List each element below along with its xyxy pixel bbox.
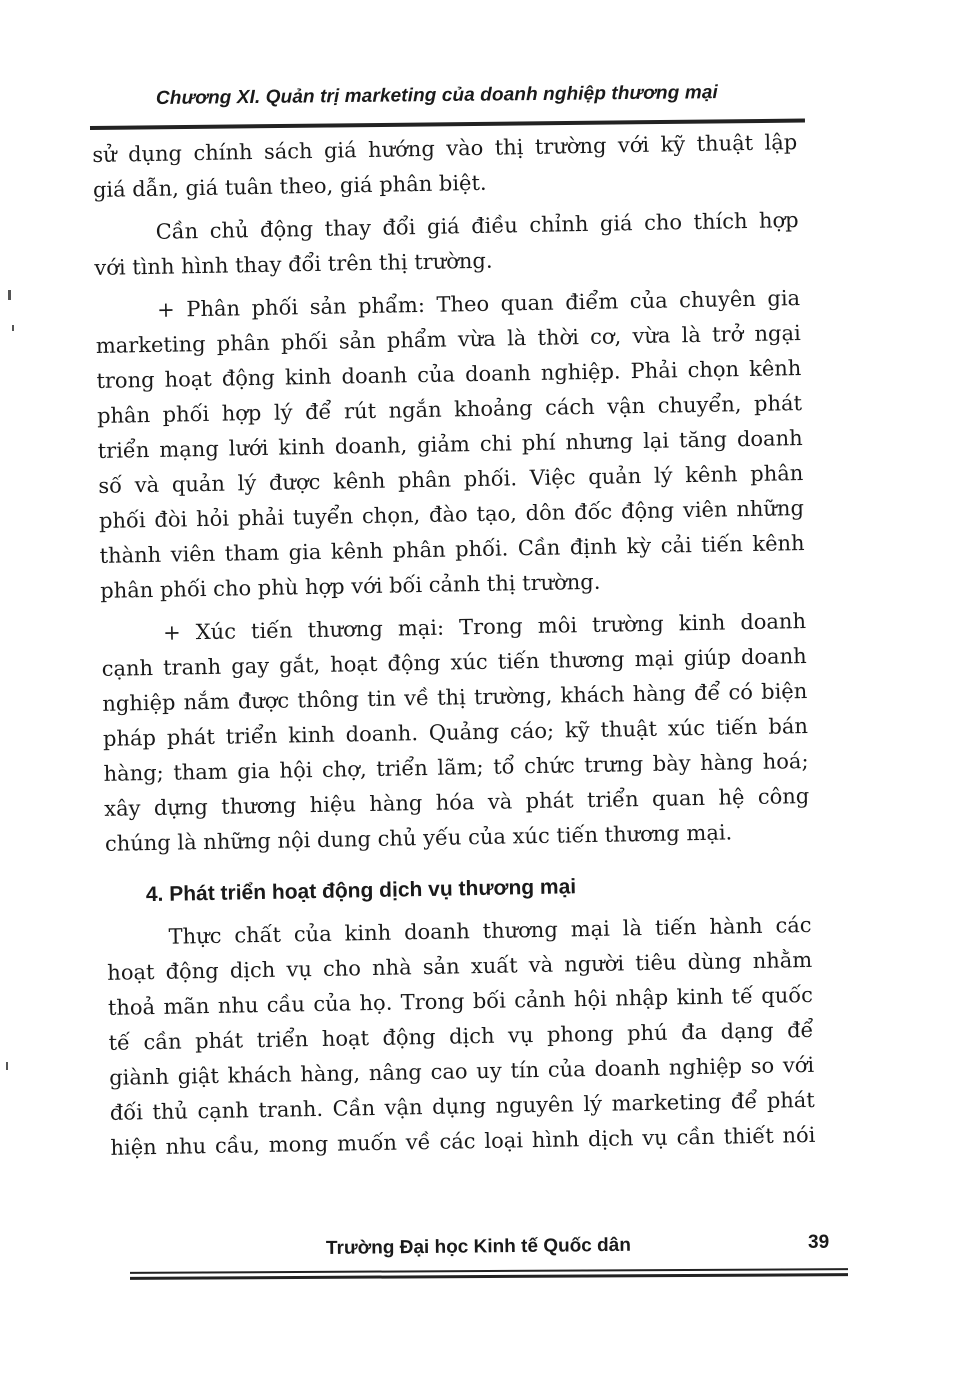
text-line: tế cần phát triển hoạt động dịch vụ phong phú đa dạng để: [108, 1017, 814, 1055]
text-line: + Xúc tiến thương mại: Trong môi trường kinh doanh: [162, 608, 807, 645]
paragraph-promotion: [101, 603, 850, 862]
footer-rule: [130, 1273, 848, 1280]
text-line: triển mạng lưới kinh doanh, giảm chi phí nhưng lại tăng doanh: [97, 426, 803, 463]
text-line: pháp phát triển kinh doanh. Quảng cáo; kỹ thuật xúc tiến bán: [102, 713, 809, 751]
paragraph-distribution: [95, 280, 846, 609]
text-line: Cần chủ động thay đổi giá điều chỉnh giá cho thích hợp: [155, 208, 799, 244]
text-line: hiện nhu cầu, mong muốn về các loại hình dịch vụ cần thiết nói: [110, 1122, 816, 1160]
text-line: phối đòi hỏi phải tuyển chọn, đào tạo, dôn đốc động viên những: [98, 496, 805, 533]
text-line: Thực chất của kinh doanh thương mại là tiến hành các: [168, 912, 812, 949]
text-line: nghiệp nắm được thông tin về thị trường, khách hàng để có biện: [102, 678, 808, 716]
text-line: số và quản lý được kênh phân phối. Việc quản lý kênh phân: [98, 461, 804, 498]
scan-margin-mark: [6, 1062, 8, 1070]
text-line: với tình hình thay đổi trên thị trường.: [94, 248, 493, 280]
text-line: đối thủ cạnh tranh. Cần vận dụng nguyên lý marketing để phát: [109, 1087, 815, 1125]
text-line: thoả mãn nhu cầu của họ. Trong bối cảnh hội nhập kinh tế quốc: [107, 982, 814, 1020]
text-line: cạnh tranh gay gắt, hoạt động xúc tiến thương mại giúp doanh: [101, 643, 807, 681]
text-line: + Phân phối sản phẩm: Theo quan điểm của chuyên gia: [156, 286, 801, 322]
text-line: hoạt động dịch vụ cho nhà sản xuất và người tiêu dùng nhằm: [107, 947, 813, 985]
page-number: 39: [808, 1232, 830, 1253]
scan-margin-mark: [12, 325, 14, 331]
university-name: Trường Đại học Kinh tế Quốc dân: [325, 1234, 631, 1259]
text-line: phân phối hợp lý để rút ngắn khoảng cách vận chuyển, phát: [96, 391, 803, 428]
text-line: marketing phân phối sản phẩm vừa là thời cơ, vừa là trở ngại: [95, 321, 801, 358]
text-line: trong hoạt động kinh doanh của doanh nghiệp. Phải chọn kênh: [96, 356, 802, 393]
body-text: [92, 124, 856, 1165]
text-line: xây dựng thương hiệu hàng hóa và phát triển quan hệ công: [104, 783, 810, 821]
text-line: phân phối cho phù hợp với bối cảnh thị trường.: [100, 569, 601, 603]
text-line: chúng là những nội dung chủ yếu của xúc tiến thương mại.: [104, 820, 733, 856]
paragraph-services: [106, 907, 855, 1166]
text-line: giá dẫn, giá tuân theo, giá phân biệt.: [92, 170, 487, 202]
text-line: hàng; tham gia hội chợ, triển lãm; tổ chức trưng bày hàng hoá;: [103, 748, 809, 786]
section-heading: 4. Phát triển hoạt động dịch vụ thương mại: [145, 875, 577, 907]
text-line: sử dụng chính sách giá hướng vào thị trường với kỹ thuật lập: [92, 130, 798, 167]
text-line: giành giật khách hàng, nâng cao uy tín của doanh nghiệp so với: [109, 1052, 815, 1090]
text-line: thành viên tham gia kênh phân phối. Cần định kỳ cải tiến kênh: [99, 531, 805, 568]
chapter-title: Chương XI. Quản trị marketing của doanh nghiệp thương mại: [155, 82, 718, 109]
scan-margin-mark: [8, 290, 11, 300]
